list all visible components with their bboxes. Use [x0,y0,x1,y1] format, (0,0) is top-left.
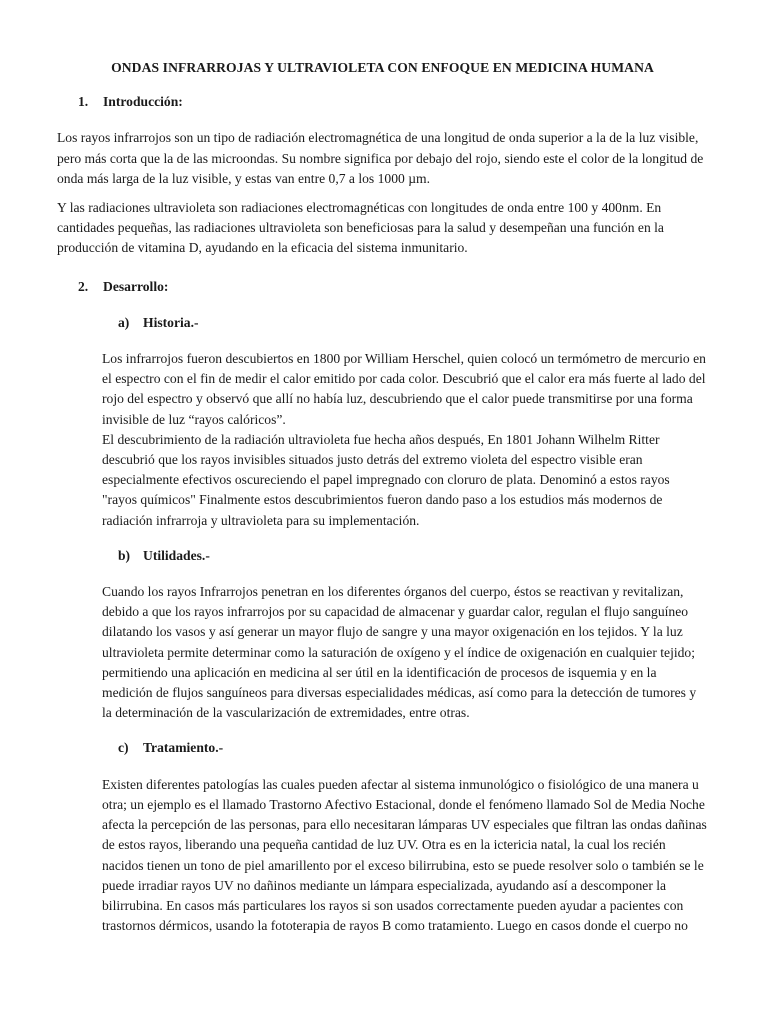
subsection-body-utilidades [57,582,708,723]
body-paragraph: El descubrimiento de la radiación ultravioleta fue hecha años después, En 1801 Johann Wilhelm Ritter descubrió que los rayos invisibles situados justo detrás del extremo violeta del espectro visible eran especialmente efectivos oscureciendo el papel impregnado con cloruro de plata. Denominó a estos rayos "rayos químicos" Finalmente estos descubrimientos fueron dando paso a los estudios más modernos de radiación infrarroja y ultravioleta para su implementación. [102,431,670,528]
section-heading-desarrollo [57,277,708,297]
subsection-body-tratamiento [57,775,708,937]
subsection-heading-tratamiento [57,738,708,758]
section-number: 2. [78,278,89,294]
subsection-title: Tratamiento.- [143,740,224,756]
body-paragraph: Cuando los rayos Infrarrojos penetran en los diferentes órganos del cuerpo, éstos se reactivan y revitalizan, debido a que los rayos infrarrojos por su capacidad de almacenar y guardar calor, regulan el flujo sanguíneo dilatando los vasos y así generar un mayor flujo de sangre y una mayor oxigenación en los tejidos. Y la luz ultravioleta permite determinar como la saturación de oxígeno y el índice de oxigenación en cualquier tejido; permitiendo una aplicación en medicina al ser útil en la identificación de procesos de isquemia y en la medición de flujos sanguíneos para diversas especialidades médicas, así como para la detección de tumores y la determinación de la vascularización de extremidades, entre otras. [102,584,697,721]
section-number: 1. [78,94,89,110]
section-heading-introduccion [57,92,708,112]
section-title: Desarrollo: [103,278,169,294]
body-paragraph: Los infrarrojos fueron descubiertos en 1800 por William Herschel, quien colocó un termómetro de mercurio en el espectro con el fin de medir el calor emitido por cada color. Descubrió que el calor era más fuerte al lado del rojo del espectro y observó que allí no había luz, descubriendo que el calor puede transmitirse por una forma invisible de luz “rayos calóricos”. [102,351,706,427]
subsection-letter: a) [118,314,130,330]
subsection-heading-historia [57,313,708,333]
intro-paragraph: Los rayos infrarrojos son un tipo de radiación electromagnética de una longitud de onda superior a la de la luz visible, pero más corta que la de las microondas. Su nombre significa por debajo del rojo, siendo este el color de la longitud de onda más larga de la luz visible, y estas van entre 0,7 a los 1000 µm. [57,130,704,186]
subsection-heading-utilidades [57,546,708,566]
subsection-body-historia [57,349,708,531]
subsection-letter: c) [118,740,129,756]
subsection-title: Historia.- [143,314,199,330]
section-title: Introducción: [103,94,183,110]
intro-paragraph: Y las radiaciones ultravioleta son radiaciones electromagnéticas con longitudes de onda entre 100 y 400nm. En cantidades pequeñas, las radiaciones ultravioleta son beneficiosas para la salud y desempeñan una función en la producción de vitamina D, ayudando en la eficacia del sistema inmunitario. [57,200,664,256]
introduction-body [57,128,708,258]
body-paragraph: Existen diferentes patologías las cuales pueden afectar al sistema inmunológico o fisiológico de una manera u otra; un ejemplo es el llamado Trastorno Afectivo Estacional, donde el fenómeno llamado Sol de Media Noche afecta la percepción de las personas, para ello necesitaran lámparas UV especiales que filtran las ondas dañinas de estos rayos, liberando una pequeña cantidad de luz UV. Otra es en la ictericia natal, la cual los recién nacidos tienen un tono de piel amarillento por el exceso bilirrubina, esto se puede resolver solo o también se le puede irradiar rayos UV no dañinos mediante un lámpara especializada, ayudando así a descomponer la bilirrubina. En casos más particulares los rayos si son usados correctamente pueden ayudar a pacientes con trastornos dérmicos, usando la fototerapia de rayos B como tratamiento. Luego en casos donde el cuerpo no [102,776,707,934]
document-title: ONDAS INFRARROJAS Y ULTRAVIOLETA CON ENFOQUE EN MEDICINA HUMANA [111,60,654,75]
subsection-title: Utilidades.- [143,547,210,563]
subsection-letter: b) [118,547,131,563]
